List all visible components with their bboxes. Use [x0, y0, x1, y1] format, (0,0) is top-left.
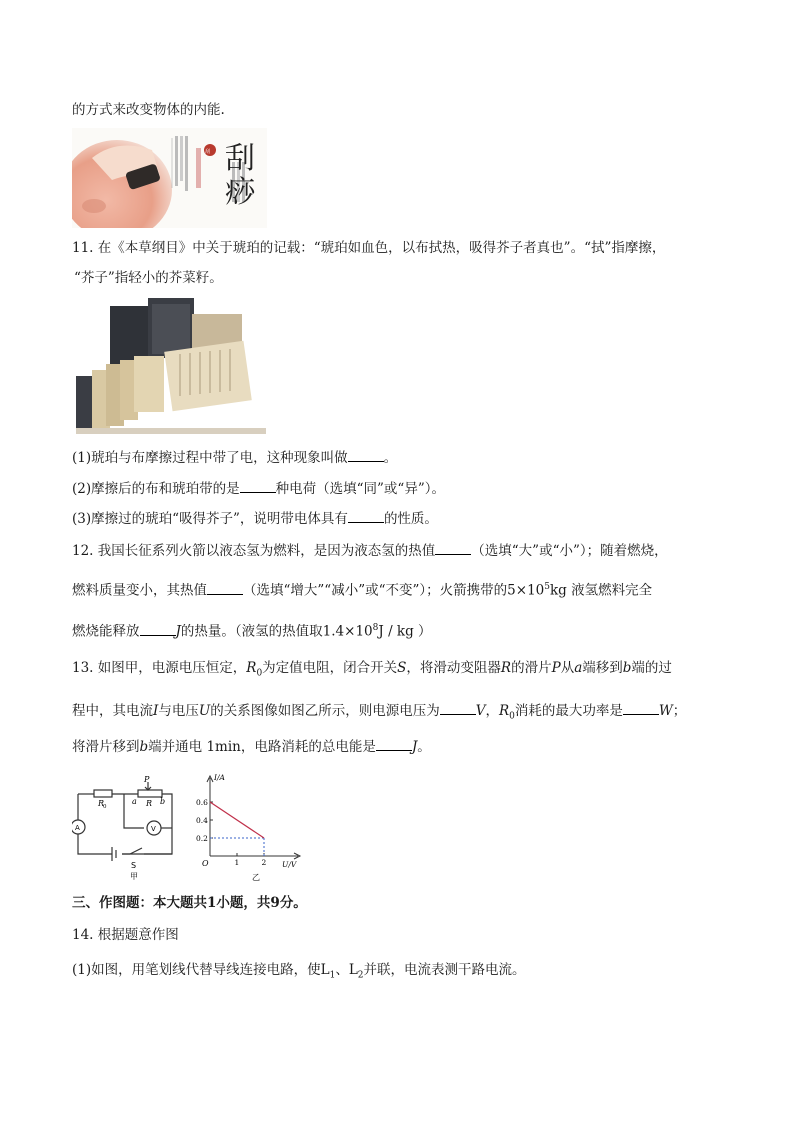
- y-tick-label: 0.2: [196, 834, 208, 843]
- q12-line1: [72, 540, 668, 561]
- q14-sep: 、: [335, 962, 349, 978]
- q14-l2: L: [348, 962, 358, 978]
- q13-s: S: [397, 660, 407, 676]
- q13-b-2: b: [139, 739, 149, 755]
- q11-sub3: [72, 508, 438, 529]
- q13-unit-w: W: [658, 703, 673, 719]
- q12-l2-text: 燃料质量变小，其热值: [72, 582, 207, 599]
- y-tick-label: 0.6: [196, 798, 208, 807]
- q12-l3-mid: 的热量。（液氢的热值取: [180, 623, 323, 640]
- q13-r: R: [500, 660, 512, 676]
- q11-sub1-blank[interactable]: [348, 447, 384, 462]
- q13-l1-g: 端的过: [631, 660, 672, 676]
- guasha-image: [72, 128, 267, 228]
- q12-l3-end: J / kg ）: [378, 623, 432, 640]
- q14-sub1-text: (1)如图，用笔划线代替导线连接电路，使: [72, 962, 321, 978]
- circuit-a-label: a: [132, 797, 137, 806]
- ammeter-label: A: [75, 824, 80, 832]
- q13-unit-j: J: [411, 739, 418, 755]
- svg-text:刮: 刮: [205, 149, 211, 155]
- q11-sub2-blank[interactable]: [240, 478, 276, 493]
- q12-l2-mid: （选填“增大”“减小”或“不变”）；火箭携带的: [243, 582, 508, 599]
- q11-sub1-end: 。: [383, 450, 398, 466]
- section3-n2: 9: [270, 895, 280, 911]
- q13-l3-text: 将滑片移到: [72, 739, 140, 755]
- q13-a: a: [574, 660, 583, 676]
- graph-caption: 乙: [252, 873, 260, 882]
- q13-r0-2: R: [498, 703, 510, 719]
- q11-sub2-end: 种电荷（选填“同”或“异”）。: [275, 481, 445, 497]
- x-tick-label: 1: [234, 858, 240, 867]
- books-illustration: [72, 296, 268, 436]
- iv-graph: [196, 770, 308, 884]
- circuit-p-label: P: [144, 775, 150, 784]
- q13-l1-text: 13. 如图甲，电源电压恒定，: [72, 660, 247, 676]
- q12-mass-exp: 5: [544, 582, 550, 592]
- circuit-caption: 甲: [130, 872, 138, 881]
- q11-sub2: [72, 478, 445, 499]
- rheostat-r: [138, 790, 162, 797]
- q12-l1-end: （选填“大”或“小”）；随着燃烧，: [471, 543, 668, 559]
- circuit-b-label: b: [160, 797, 166, 806]
- q12-line2: [72, 577, 652, 601]
- q13-l3-end: 。: [417, 739, 431, 755]
- q12-l1-text: 12. 我国长征系列火箭以液态氢为燃料，是因为液态氢的热值: [72, 543, 436, 559]
- bencao-books-image: [72, 296, 268, 436]
- q11-sub3-end: 的性质。: [383, 511, 438, 527]
- q13-l1-e: 从: [560, 660, 575, 676]
- q13-l1-f: 端移到: [582, 660, 623, 676]
- q14-title: 14. 根据题意作图: [72, 927, 179, 943]
- q13-l1-b: 为定值电阻，闭合开关: [262, 660, 398, 676]
- origin-label: O: [202, 859, 209, 868]
- q12-heat-exp: 8: [372, 623, 379, 633]
- calligraphy-title: 刮痧: [225, 141, 255, 210]
- q14-sub1: [72, 960, 526, 986]
- intro-tail-text: 的方式来改变物体的内能.: [72, 102, 225, 118]
- q11-line1: 11. 在《本草纲目》中关于琥珀的记载：“琥珀如血色，以布拭热，吸得芥子者真也”。“拭”指摩擦，: [72, 240, 666, 256]
- q12-heat-value: 1.4×10: [322, 623, 373, 640]
- q12-unit-j: J: [175, 623, 181, 640]
- q11-sub3-text: (3)摩擦过的琥珀“吸得芥子”，说明带电体具有: [72, 511, 348, 527]
- q13-b: b: [622, 660, 632, 676]
- q11-sub1: [72, 447, 397, 468]
- switch-label: S: [131, 861, 137, 870]
- circuit-r0-label: R: [98, 799, 105, 808]
- y-axis-label: I/A: [214, 773, 225, 782]
- section3-c: 分。: [279, 895, 307, 911]
- q13-r0-sub-2: 0: [509, 711, 515, 722]
- q13-l2-b: 与电压: [158, 703, 199, 719]
- q12-mass: 5×10: [507, 582, 545, 599]
- q13-unit-v: V: [475, 703, 486, 719]
- voltmeter-label: V: [151, 825, 156, 833]
- q11-sub3-blank[interactable]: [348, 508, 384, 523]
- q13-i: I: [153, 703, 159, 719]
- x-axis-label: U/V: [282, 860, 297, 869]
- x-tick-label: 2: [261, 858, 267, 867]
- q11-sub2-text: (2)摩擦后的布和琥珀带的是: [72, 481, 240, 497]
- q12-blank3[interactable]: [140, 621, 176, 636]
- iv-series-line: [210, 802, 264, 838]
- q14-l1: L: [320, 962, 330, 978]
- y-tick-label: 0.4: [196, 816, 208, 825]
- q13-l2-f: ；: [672, 703, 687, 719]
- q13-u: U: [198, 703, 211, 719]
- circuit-r0-sub: 0: [103, 804, 107, 810]
- q14-l1-sub: 1: [329, 970, 336, 981]
- q13-blank2[interactable]: [623, 700, 659, 715]
- q13-l2-c: 的关系图像如图乙所示，则电源电压为: [210, 703, 440, 719]
- q13-r0-sub: 0: [256, 668, 263, 679]
- q13-blank3[interactable]: [376, 736, 412, 751]
- q14-l2-sub: 2: [357, 970, 364, 981]
- q12-l3-text: 燃烧能释放: [72, 623, 140, 640]
- q12-l2-end: kg 液氢燃料完全: [550, 582, 653, 599]
- resistor-r0: [94, 790, 112, 797]
- q12-blank2[interactable]: [207, 580, 243, 595]
- q12-blank1[interactable]: [435, 540, 471, 555]
- q13-l3-b: 端并通电 1min，电路消耗的总电能是: [148, 739, 376, 755]
- section3-a: 三、作图题：本大题共: [72, 895, 207, 911]
- q13-line2: [72, 700, 686, 727]
- q13-r0: R: [246, 660, 257, 676]
- q12-line3: [72, 618, 432, 642]
- q13-l2-d: ，: [485, 703, 499, 719]
- section3-n1: 1: [207, 895, 217, 911]
- q13-blank1[interactable]: [440, 700, 476, 715]
- q13-l2-e: 消耗的最大功率是: [514, 703, 623, 719]
- q13-p: P: [551, 660, 561, 676]
- q11-line2: “芥子”指轻小的芥菜籽。: [74, 270, 223, 286]
- q13-line3: [72, 736, 431, 757]
- section3-heading: [72, 893, 307, 913]
- q13-l1-c: ，将滑动变阻器: [406, 660, 501, 676]
- circuit-diagram: [72, 772, 182, 882]
- q13-line1: [72, 658, 672, 684]
- q13-l1-d: 的滑片: [511, 660, 552, 676]
- q11-sub1-text: (1)琥珀与布摩擦过程中带了电，这种现象叫做: [72, 450, 348, 466]
- q14-sub1-end: 并联，电流表测干路电流。: [363, 962, 526, 978]
- q13-l2-text: 程中，其电流: [72, 703, 153, 719]
- circuit-r-label: R: [146, 799, 153, 808]
- section3-b: 小题，共: [216, 895, 271, 911]
